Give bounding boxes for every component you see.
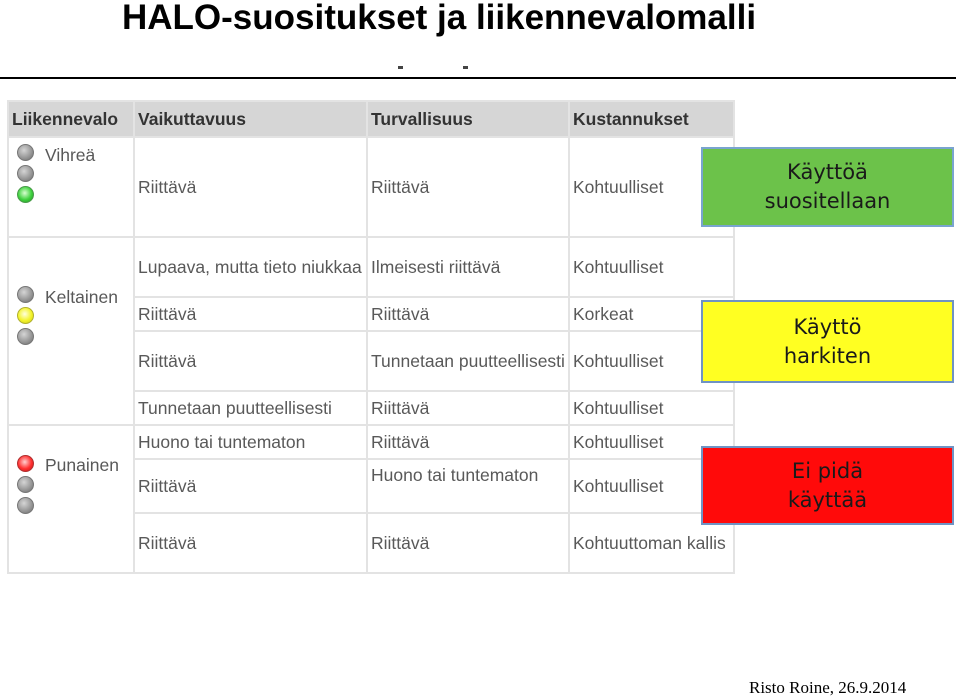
cell-red-3-kustannukset: Kohtuuttoman kallis — [570, 514, 733, 572]
cell-yellow-2-turvallisuus: Riittävä — [368, 298, 568, 330]
decorative-mark — [463, 66, 468, 69]
bulb-yellow-icon — [17, 307, 34, 324]
verdict-red — [701, 446, 954, 525]
cell-yellow-1-turvallisuus: Ilmeisesti riittävä — [368, 238, 568, 296]
verdict-yellow-text: Käyttö harkiten — [783, 314, 872, 368]
cell-red-1-vaikuttavuus: Huono tai tuntematon — [135, 426, 366, 458]
light-cell-yellow — [9, 238, 133, 424]
title-divider — [0, 77, 956, 79]
cell-yellow-1-kustannukset: Kohtuulliset — [570, 238, 733, 296]
traffic-light-green — [17, 144, 34, 203]
verdict-red-text: Ei pidä käyttää — [787, 458, 868, 512]
halo-table — [7, 100, 735, 574]
light-cell-red — [9, 426, 133, 572]
cell-yellow-2-kustannukset: Korkeat — [570, 298, 733, 330]
traffic-light-yellow — [17, 286, 34, 345]
cell-red-3-turvallisuus: Riittävä — [368, 514, 568, 572]
cell-red-1-kustannukset: Kohtuulliset — [570, 426, 733, 458]
bulb-off-icon — [17, 328, 34, 345]
decorative-mark — [398, 66, 403, 69]
cell-green-kustannukset: Kohtuulliset — [570, 138, 733, 236]
cell-yellow-4-turvallisuus: Riittävä — [368, 392, 568, 424]
bulb-off-icon — [17, 476, 34, 493]
cell-yellow-4-vaikuttavuus: Tunnetaan puutteellisesti — [135, 392, 366, 424]
cell-red-3-vaikuttavuus: Riittävä — [135, 514, 366, 572]
page-title: HALO-suositukset ja liikennevalomalli — [122, 0, 757, 37]
cell-yellow-4-kustannukset: Kohtuulliset — [570, 392, 733, 424]
bulb-off-icon — [17, 144, 34, 161]
bulb-off-icon — [17, 286, 34, 303]
cell-yellow-1-vaikuttavuus: Lupaava, mutta tieto niukkaa — [135, 238, 366, 296]
bulb-red-icon — [17, 455, 34, 472]
light-label-green: Vihreä — [45, 145, 96, 165]
verdict-green-text: Käyttöä suositellaan — [764, 160, 891, 213]
cell-green-turvallisuus: Riittävä — [368, 138, 568, 236]
cell-red-1-turvallisuus: Riittävä — [368, 426, 568, 458]
header-vaikuttavuus: Vaikuttavuus — [135, 102, 366, 136]
verdict-yellow — [701, 300, 954, 383]
cell-yellow-3-kustannukset: Kohtuulliset — [570, 332, 733, 390]
header-turvallisuus: Turvallisuus — [368, 102, 568, 136]
header-kustannukset: Kustannukset — [570, 102, 733, 136]
header-liikennevalo: Liikennevalo — [9, 102, 133, 136]
cell-yellow-3-vaikuttavuus: Riittävä — [135, 332, 366, 390]
light-label-yellow: Keltainen — [45, 287, 118, 307]
bulb-off-icon — [17, 497, 34, 514]
cell-red-2-vaikuttavuus: Riittävä — [135, 460, 366, 512]
bulb-off-icon — [17, 165, 34, 182]
light-cell-green — [9, 138, 133, 236]
cell-red-2-kustannukset: Kohtuulliset — [570, 460, 733, 512]
verdict-green — [701, 147, 954, 227]
light-label-red: Punainen — [45, 455, 119, 475]
cell-yellow-3-turvallisuus: Tunnetaan puutteellisesti — [368, 332, 568, 390]
traffic-light-red — [17, 455, 34, 514]
cell-yellow-2-vaikuttavuus: Riittävä — [135, 298, 366, 330]
cell-red-2-turvallisuus: Huono tai tuntematon — [368, 460, 568, 512]
footer-credit: Risto Roine, 26.9.2014 — [749, 678, 907, 697]
cell-green-vaikuttavuus: Riittävä — [135, 138, 366, 236]
bulb-green-icon — [17, 186, 34, 203]
